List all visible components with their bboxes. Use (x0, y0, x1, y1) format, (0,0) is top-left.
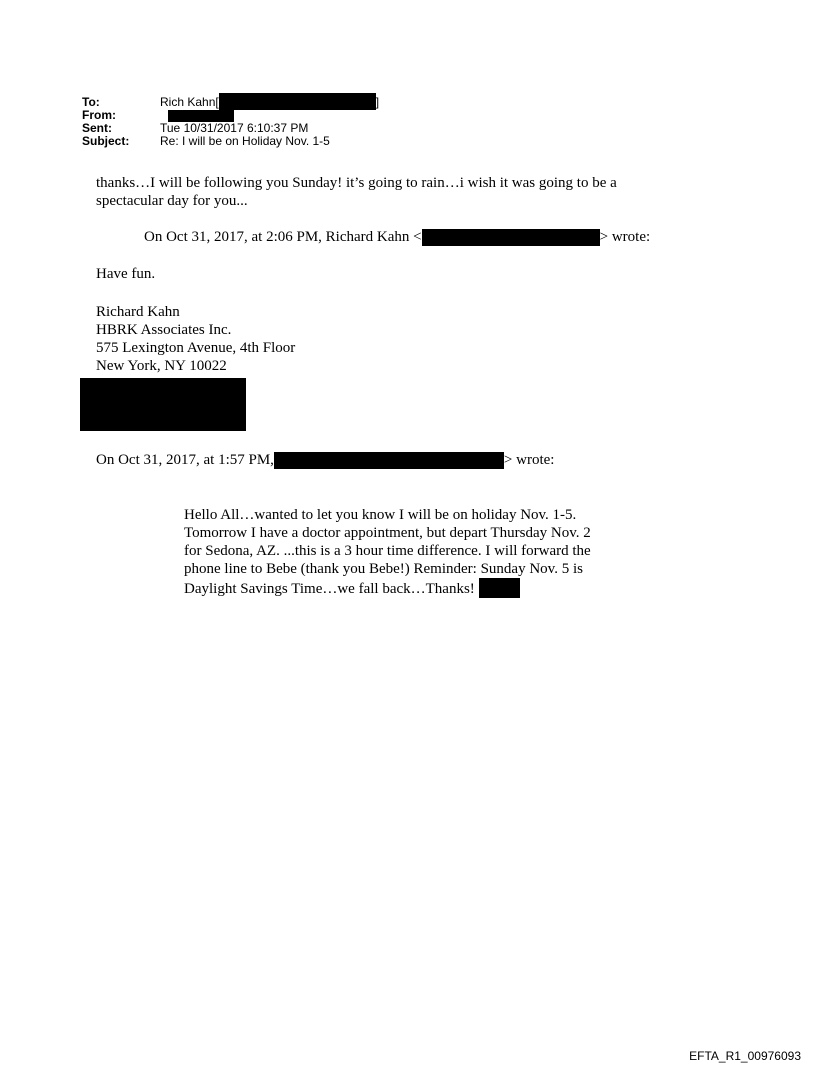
original-message (184, 506, 591, 598)
original-line: phone line to Bebe (thank you Bebe!) Reminder: Sunday Nov. 5 is (184, 561, 583, 577)
to-value (160, 96, 379, 110)
redaction-block (422, 229, 600, 246)
redaction-block (80, 378, 246, 431)
original-line-text: Daylight Savings Time…we fall back…Thanks! (184, 581, 475, 597)
redaction-block (479, 578, 520, 598)
sent-label: Sent: (82, 121, 112, 135)
subject-label: Subject: (82, 134, 130, 148)
reply-line: thanks…I will be following you Sunday! it’s going to rain…i wish it was going to be a (96, 175, 617, 191)
quote-intro (96, 451, 554, 469)
quote-intro-suffix: > wrote: (503, 452, 555, 468)
quote-intro-prefix: On Oct 31, 2017, at 1:57 PM, (96, 452, 274, 468)
redaction-block (274, 452, 504, 469)
subject-value: Re: I will be on Holiday Nov. 1-5 (160, 134, 330, 148)
quote-text: Have fun. (96, 266, 156, 282)
to-name: Rich Kahn[ (160, 95, 219, 110)
to-label: To: (82, 95, 100, 109)
document-id: EFTA_R1_00976093 (689, 1049, 801, 1063)
quote-intro-suffix: > wrote: (599, 229, 651, 245)
reply-line: spectacular day for you... (96, 193, 248, 209)
signature-address: 575 Lexington Avenue, 4th Floor (96, 340, 296, 356)
redaction-block (219, 93, 376, 110)
signature-company: HBRK Associates Inc. (96, 322, 232, 338)
original-line: for Sedona, AZ. ...this is a 3 hour time difference. I will forward the (184, 543, 591, 559)
reply-message (96, 174, 617, 210)
signature-name: Richard Kahn (96, 304, 180, 320)
quote-intro (144, 228, 650, 246)
sent-value: Tue 10/31/2017 6:10:37 PM (160, 121, 309, 135)
to-close-bracket: ] (375, 95, 380, 110)
signature-city: New York, NY 10022 (96, 358, 227, 374)
quote-intro-prefix: On Oct 31, 2017, at 2:06 PM, Richard Kahn < (144, 229, 422, 245)
signature (96, 303, 295, 375)
original-line: Hello All…wanted to let you know I will be on holiday Nov. 1-5. (184, 507, 577, 523)
from-label: From: (82, 108, 116, 122)
original-line (184, 578, 591, 598)
original-line: Tomorrow I have a doctor appointment, but depart Thursday Nov. 2 (184, 525, 591, 541)
